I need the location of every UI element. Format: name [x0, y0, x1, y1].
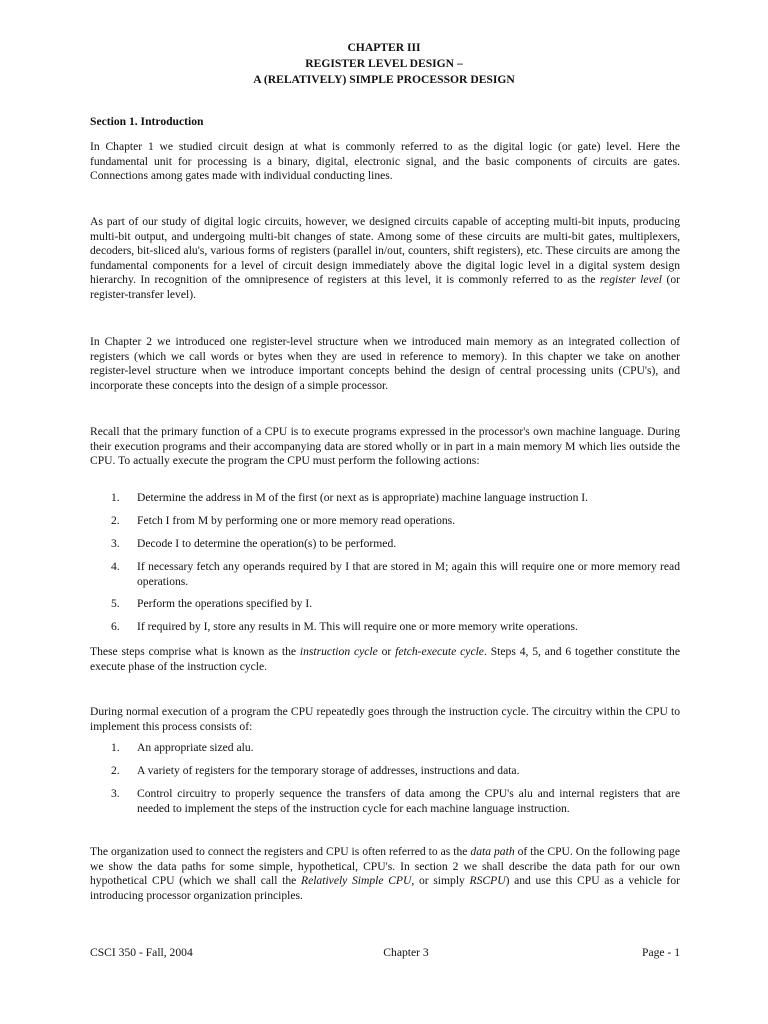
circuitry-item: [111, 764, 680, 779]
paragraph-7-text-c: or simply: [414, 874, 470, 888]
chapter-title: [0, 40, 768, 88]
step-item: [111, 514, 680, 529]
step-number: 2.: [111, 514, 120, 527]
paragraph-5-text-c: . Steps 4, 5, and 6 together constitute the execute phase of the instruction cycle.: [90, 645, 680, 673]
paragraph-7: [90, 845, 680, 903]
step-text: If required by I, store any results in M. This will require one or more memory write operations.: [137, 620, 578, 633]
paragraph-5-text-a: These steps comprise what is known as the: [90, 645, 300, 658]
step-item: [111, 560, 680, 589]
paragraph-1: In Chapter 1 we studied circuit design at what is commonly referred to as the digital logic (or gate) level. Here the fundamental unit for processing is a binary, digital, electronic signal, and the basic components of circuits are gates. Connections among gates made with individual conducting lines.: [90, 140, 680, 183]
paragraph-2-text-a: As part of our study of digital logic circuits, however, we designed circuits capable of accepting multi-bit inputs, producing multi-bit output, and undergoing multi-bit changes of state. Among some of these circuits are multi-bit gates, multiplexers, decoders, bit-sliced alu's, various forms of registers (parallel in/out, counters, shift registers), etc. These circuits are among the fundamental components for a level of circuit design immediately above the digital logic level in a digital system design hierarchy. In recognition of the omnipresence of registers at this level, it is commonly referred to as the: [90, 215, 680, 287]
step-item: [111, 620, 680, 635]
section-heading: Section 1. Introduction: [90, 115, 204, 128]
circuitry-text: Control circuitry to properly sequence the transfers of data among the CPU's alu and internal registers that are needed to implement the steps of the instruction cycle for each machine language instruction.: [137, 787, 680, 815]
step-text: Determine the address in M of the first (or next as is appropriate) machine language instruction I.: [137, 491, 589, 504]
title-line-2: REGISTER LEVEL DESIGN –: [305, 57, 463, 70]
footer-page-number: Page - 1: [642, 946, 680, 959]
step-text: Fetch I from M by performing one or more memory read operations.: [137, 514, 456, 527]
step-number: 3.: [111, 537, 120, 550]
instruction-cycle-term: instruction cycle: [299, 645, 378, 658]
paragraph-7-text-d: ) and use this CPU as a vehicle for introducing processor organization principles.: [90, 874, 681, 902]
rscpu-full-name: Relatively Simple CPU,: [300, 874, 415, 888]
step-item: [111, 537, 680, 552]
fetch-execute-cycle-term: fetch-execute cycle: [395, 645, 484, 658]
data-path-term: data path: [470, 845, 515, 858]
circuitry-item: [111, 741, 680, 756]
paragraph-3: In Chapter 2 we introduced one register-level structure when we introduced main memory as an integrated collection of registers (which we call words or bytes when they are used in reference to memory). In this chapter we take on another register-level structure when we introduce important concepts behind the design of central processing units (CPU's), and incorporate these concepts into the design of a simple processor.: [90, 335, 680, 392]
title-line-3: A (RELATIVELY) SIMPLE PROCESSOR DESIGN: [253, 73, 515, 86]
paragraph-2: [90, 215, 680, 303]
step-text: Decode I to determine the operation(s) to be performed.: [137, 537, 397, 550]
paragraph-7-text-a: The organization used to connect the registers and CPU is often referred to as the: [90, 845, 471, 858]
paragraph-4: Recall that the primary function of a CPU is to execute programs expressed in the processor's own machine language. During their execution programs and their accompanying data are stored wholly or in part in a main memory M which lies outside the CPU. To actually execute the program the CPU must perform the following actions:: [90, 425, 680, 468]
paragraph-2-emphasis: register level: [600, 273, 662, 287]
paragraph-5-text-b: or: [377, 645, 396, 658]
step-item: [111, 597, 680, 612]
step-text: If necessary fetch any operands required by I that are stored in M; again this will require one or more memory read operations.: [137, 560, 680, 588]
circuitry-text: An appropriate sized alu.: [137, 741, 254, 754]
circuitry-number: 3.: [111, 787, 120, 800]
circuitry-text: A variety of registers for the temporary storage of addresses, instructions and data.: [137, 764, 520, 777]
paragraph-2-text-b: (or register-transfer level).: [90, 273, 680, 301]
rscpu-abbreviation: RSCPU: [469, 874, 506, 888]
circuitry-number: 1.: [111, 741, 120, 754]
step-text: Perform the operations specified by I.: [137, 597, 313, 610]
footer-course: CSCI 350 - Fall, 2004: [90, 946, 193, 959]
paragraph-6: During normal execution of a program the CPU repeatedly goes through the instruction cycle. The circuitry within the CPU to implement this process consists of:: [90, 705, 680, 733]
circuitry-number: 2.: [111, 764, 120, 777]
footer-chapter: Chapter 3: [383, 946, 429, 959]
step-number: 6.: [111, 620, 120, 633]
paragraph-7-text-b: of the CPU. On the following page we show the data paths for some simple, hypothetical, CPU's. In section 2 we shall describe the data path for our own hypothetical CPU (which we shall call the: [90, 845, 680, 888]
circuitry-item: [111, 787, 680, 816]
title-line-1: CHAPTER III: [347, 41, 421, 54]
step-number: 5.: [111, 597, 120, 610]
step-number: 1.: [111, 491, 120, 504]
step-item: [111, 491, 680, 506]
step-number: 4.: [111, 560, 120, 573]
paragraph-5: [90, 645, 680, 674]
